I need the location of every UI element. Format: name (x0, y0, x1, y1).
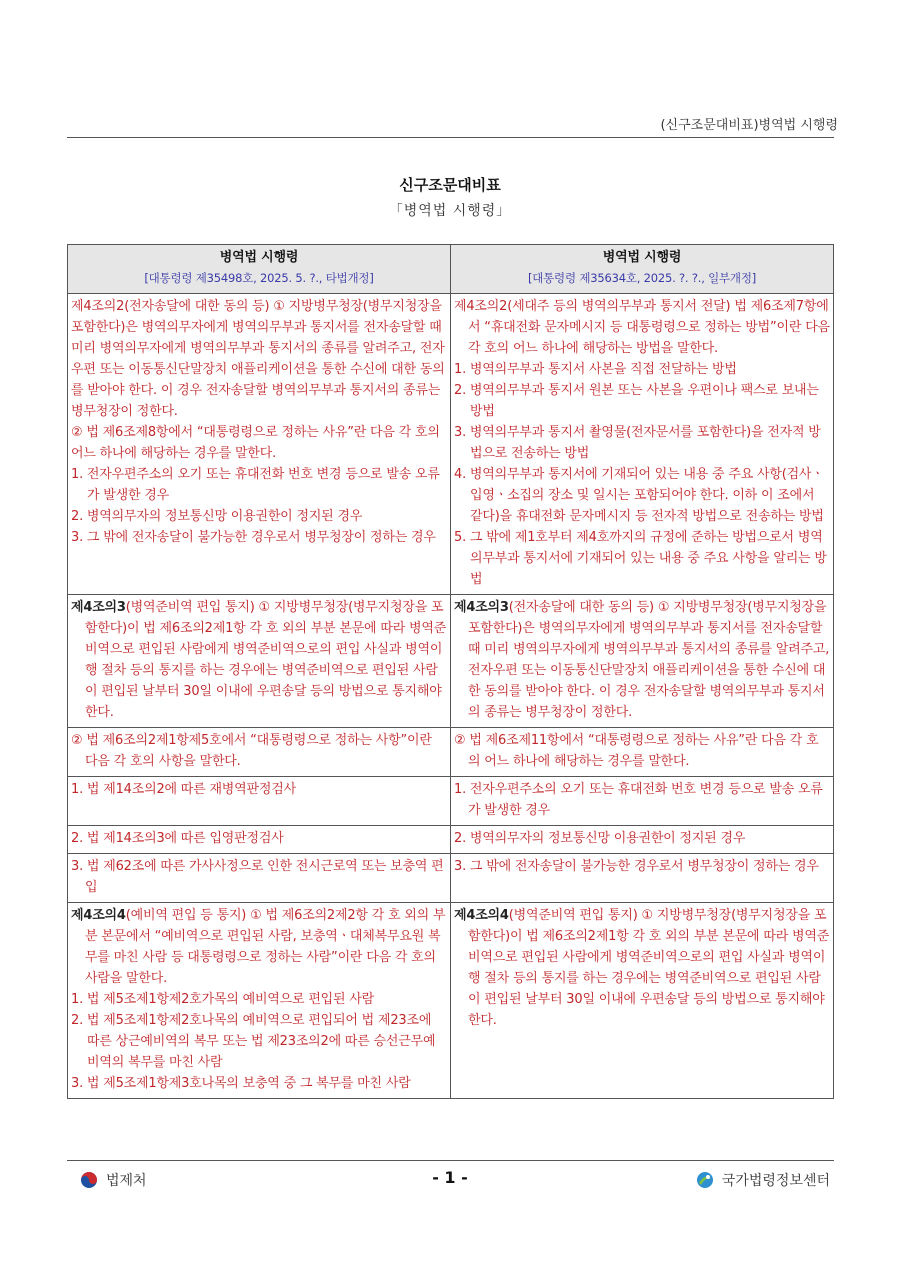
table-row (68, 294, 834, 595)
old-article-cell (68, 728, 451, 777)
list-item: 1. 전자우편주소의 오기 또는 휴대전화 번호 변경 등으로 발송 오류가 발생한 경우 (71, 467, 440, 503)
article-text: 제4조의2(전자송달에 대한 동의 등) ① 지방병무청장(병무지청장을 포함한다)은 병역의무자에게 병역의무부과 통지서를 전자송달할 때 미리 병역의무자에게 병역의무부과 통지서의 종류를 알려주고, 전자우편 또는 이동통신단말장치 애플리케이션을 통한 수신에 대한 동의를 받아야 한다. 이 경우 전자송달할 병역의무부과 통지서의 종류는 병무청장이 정한다. (71, 299, 445, 419)
list-item: 2. 병역의무자의 정보통신망 이용권한이 정지된 경우 (454, 831, 746, 846)
article-number: 제4조의4 (71, 908, 126, 923)
comparison-table (67, 244, 834, 1099)
article-text: 제4조의4(병역준비역 편입 통지) ① 지방병무청장(병무지청장을 포함한다)이 법 제6조의2제1항 각 호 외의 부분 본문에 따라 병역준비역으로 편입된 사람에게 병역준비역으로의 편입 사실과 병역이행 절차 등의 통지를 하는 경우에는 병역준비역으로 편입된 사람이 편입된 날부터 30일 이내에 우편송달 등의 방법으로 통지해야 한다. (454, 908, 830, 1028)
old-article-cell (68, 903, 451, 1099)
article-text: 제4조의3(전자송달에 대한 동의 등) ① 지방병무청장(병무지청장을 포함한다)은 병역의무자에게 병역의무부과 통지서를 전자송달할 때 미리 병역의무자에게 병역의무부과 통지서의 종류를 알려주고, 전자우편 또는 이동통신단말장치 애플리케이션을 통한 수신에 대한 동의를 받아야 한다. 이 경우 전자송달할 병역의무부과 통지서의 종류는 병무청장이 정한다. (454, 600, 830, 720)
old-law-title: 병역법 시행령 (219, 250, 299, 265)
old-article-cell (68, 595, 451, 728)
page-subtitle: 「병역법 시행령」 (388, 203, 512, 219)
article-text: ② 법 제6조제8항에서 “대통령령으로 정하는 사유”란 다음 각 호의 어느 하나에 해당하는 경우를 말한다. (71, 425, 440, 461)
new-law-header (451, 245, 834, 294)
new-law-title: 병역법 시행령 (602, 250, 682, 265)
list-item: 1. 전자우편주소의 오기 또는 휴대전화 번호 변경 등으로 발송 오류가 발생한 경우 (454, 782, 823, 818)
article-text: ② 법 제6조제11항에서 “대통령령으로 정하는 사유”란 다음 각 호의 어느 하나에 해당하는 경우를 말한다. (454, 733, 819, 769)
table-header-row (68, 245, 834, 294)
old-article-cell (68, 826, 451, 854)
table-row (68, 595, 834, 728)
list-item: 2. 병역의무자의 정보통신망 이용권한이 정지된 경우 (71, 509, 363, 524)
article-text: 제4조의3(병역준비역 편입 통지) ① 지방병무청장(병무지청장을 포함한다)이 법 제6조의2제1항 각 호 외의 부분 본문에 따라 병역준비역으로 편입된 사람에게 병역준비역으로의 편입 사실과 병역이행 절차 등의 통지를 하는 경우에는 병역준비역으로 편입된 사람이 편입된 날부터 30일 이내에 우편송달 등의 방법으로 통지해야 한다. (71, 600, 447, 720)
table-row (68, 854, 834, 903)
old-article-cell (68, 854, 451, 903)
article-text: ② 법 제6조의2제1항제5호에서 “대통령령으로 정하는 사항”이란 다음 각 호의 사항을 말한다. (71, 733, 432, 769)
list-item: 2. 법 제5조제1항제2호나목의 예비역으로 편입되어 법 제23조에 따른 상근예비역의 복무 또는 법 제23조의2에 따른 승선근무예비역의 복무를 마친 사람 (71, 1013, 436, 1070)
table-row (68, 826, 834, 854)
law-center-logo-icon (696, 1171, 714, 1189)
old-article-cell (68, 777, 451, 826)
list-item: 3. 법 제5조제1항제3호나목의 보충역 중 그 복무를 마친 사람 (71, 1076, 411, 1091)
new-article-cell (451, 728, 834, 777)
list-item: 5. 그 밖에 제1호부터 제4호까지의 규정에 준하는 방법으로서 병역의무부과 통지서에 기재되어 있는 내용 중 주요 사항을 알리는 방법 (454, 530, 827, 587)
table-row (68, 903, 834, 1099)
list-item: 3. 법 제62조에 따른 가사사정으로 인한 전시근로역 또는 보충역 편입 (71, 859, 444, 895)
list-item: 4. 병역의무부과 통지서에 기재되어 있는 내용 중 주요 사항(검사ㆍ입영ㆍ소집의 장소 및 일시는 포함되어야 한다. 이하 이 조에서 같다)을 휴대전화 문자메시지 등 전자적 방법으로 전송하는 방법 (454, 467, 824, 524)
new-article-cell (451, 854, 834, 903)
document-label: (신구조문대비표)병역법 시행령 (660, 118, 838, 133)
new-article-cell (451, 595, 834, 728)
old-article-cell (68, 294, 451, 595)
page-title: 신구조문대비표 (399, 176, 501, 194)
new-article-cell (451, 903, 834, 1099)
new-article-cell (451, 777, 834, 826)
list-item: 1. 병역의무부과 통지서 사본을 직접 전달하는 방법 (454, 362, 737, 377)
new-article-cell (451, 294, 834, 595)
article-text: 제4조의4(예비역 편입 등 통지) ① 법 제6조의2제2항 각 호 외의 부분 본문에서 “예비역으로 편입된 사람, 보충역ㆍ대체복무요원 복무를 마친 사람 등 대통령령으로 정하는 사람”이란 다음 각 호의 사람을 말한다. (71, 908, 446, 986)
old-law-header (68, 245, 451, 294)
footer-center-label: 국가법령정보센터 (721, 1173, 830, 1189)
list-item: 1. 법 제14조의2에 따른 재병역판정검사 (71, 782, 296, 797)
list-item: 2. 법 제14조의3에 따른 입영판정검사 (71, 831, 284, 846)
article-number: 제4조의3 (454, 600, 509, 615)
list-item: 3. 병역의무부과 통지서 촬영물(전자문서를 포함한다)을 전자적 방법으로 전송하는 방법 (454, 425, 821, 461)
list-item: 1. 법 제5조제1항제2호가목의 예비역으로 편입된 사람 (71, 992, 375, 1007)
list-item: 2. 병역의무부과 통지서 원본 또는 사본을 우편이나 팩스로 보내는 방법 (454, 383, 819, 419)
new-article-cell (451, 826, 834, 854)
footer-agency-label: 법제처 (106, 1173, 147, 1189)
list-item: 3. 그 밖에 전자송달이 불가능한 경우로서 병무청장이 정하는 경우 (454, 859, 819, 874)
article-number: 제4조의4 (454, 908, 509, 923)
list-item: 3. 그 밖에 전자송달이 불가능한 경우로서 병무청장이 정하는 경우 (71, 530, 436, 545)
header-divider (67, 137, 834, 138)
page-number: - 1 - (432, 1168, 468, 1187)
table-row (68, 777, 834, 826)
old-law-version: [대통령령 제35498호, 2025. 5. ?., 타법개정] (144, 271, 374, 285)
footer-divider (67, 1160, 834, 1161)
footer-right (696, 1170, 830, 1190)
new-law-version: [대통령령 제35634호, 2025. ?. ?., 일부개정] (527, 271, 757, 285)
article-number: 제4조의3 (71, 600, 126, 615)
table-row (68, 728, 834, 777)
article-text: 제4조의2(세대주 등의 병역의무부과 통지서 전달) 법 제6조제7항에서 “휴대전화 문자메시지 등 대통령령으로 정하는 방법”이란 다음 각 호의 어느 하나에 해당하는 방법을 말한다. (454, 299, 830, 356)
